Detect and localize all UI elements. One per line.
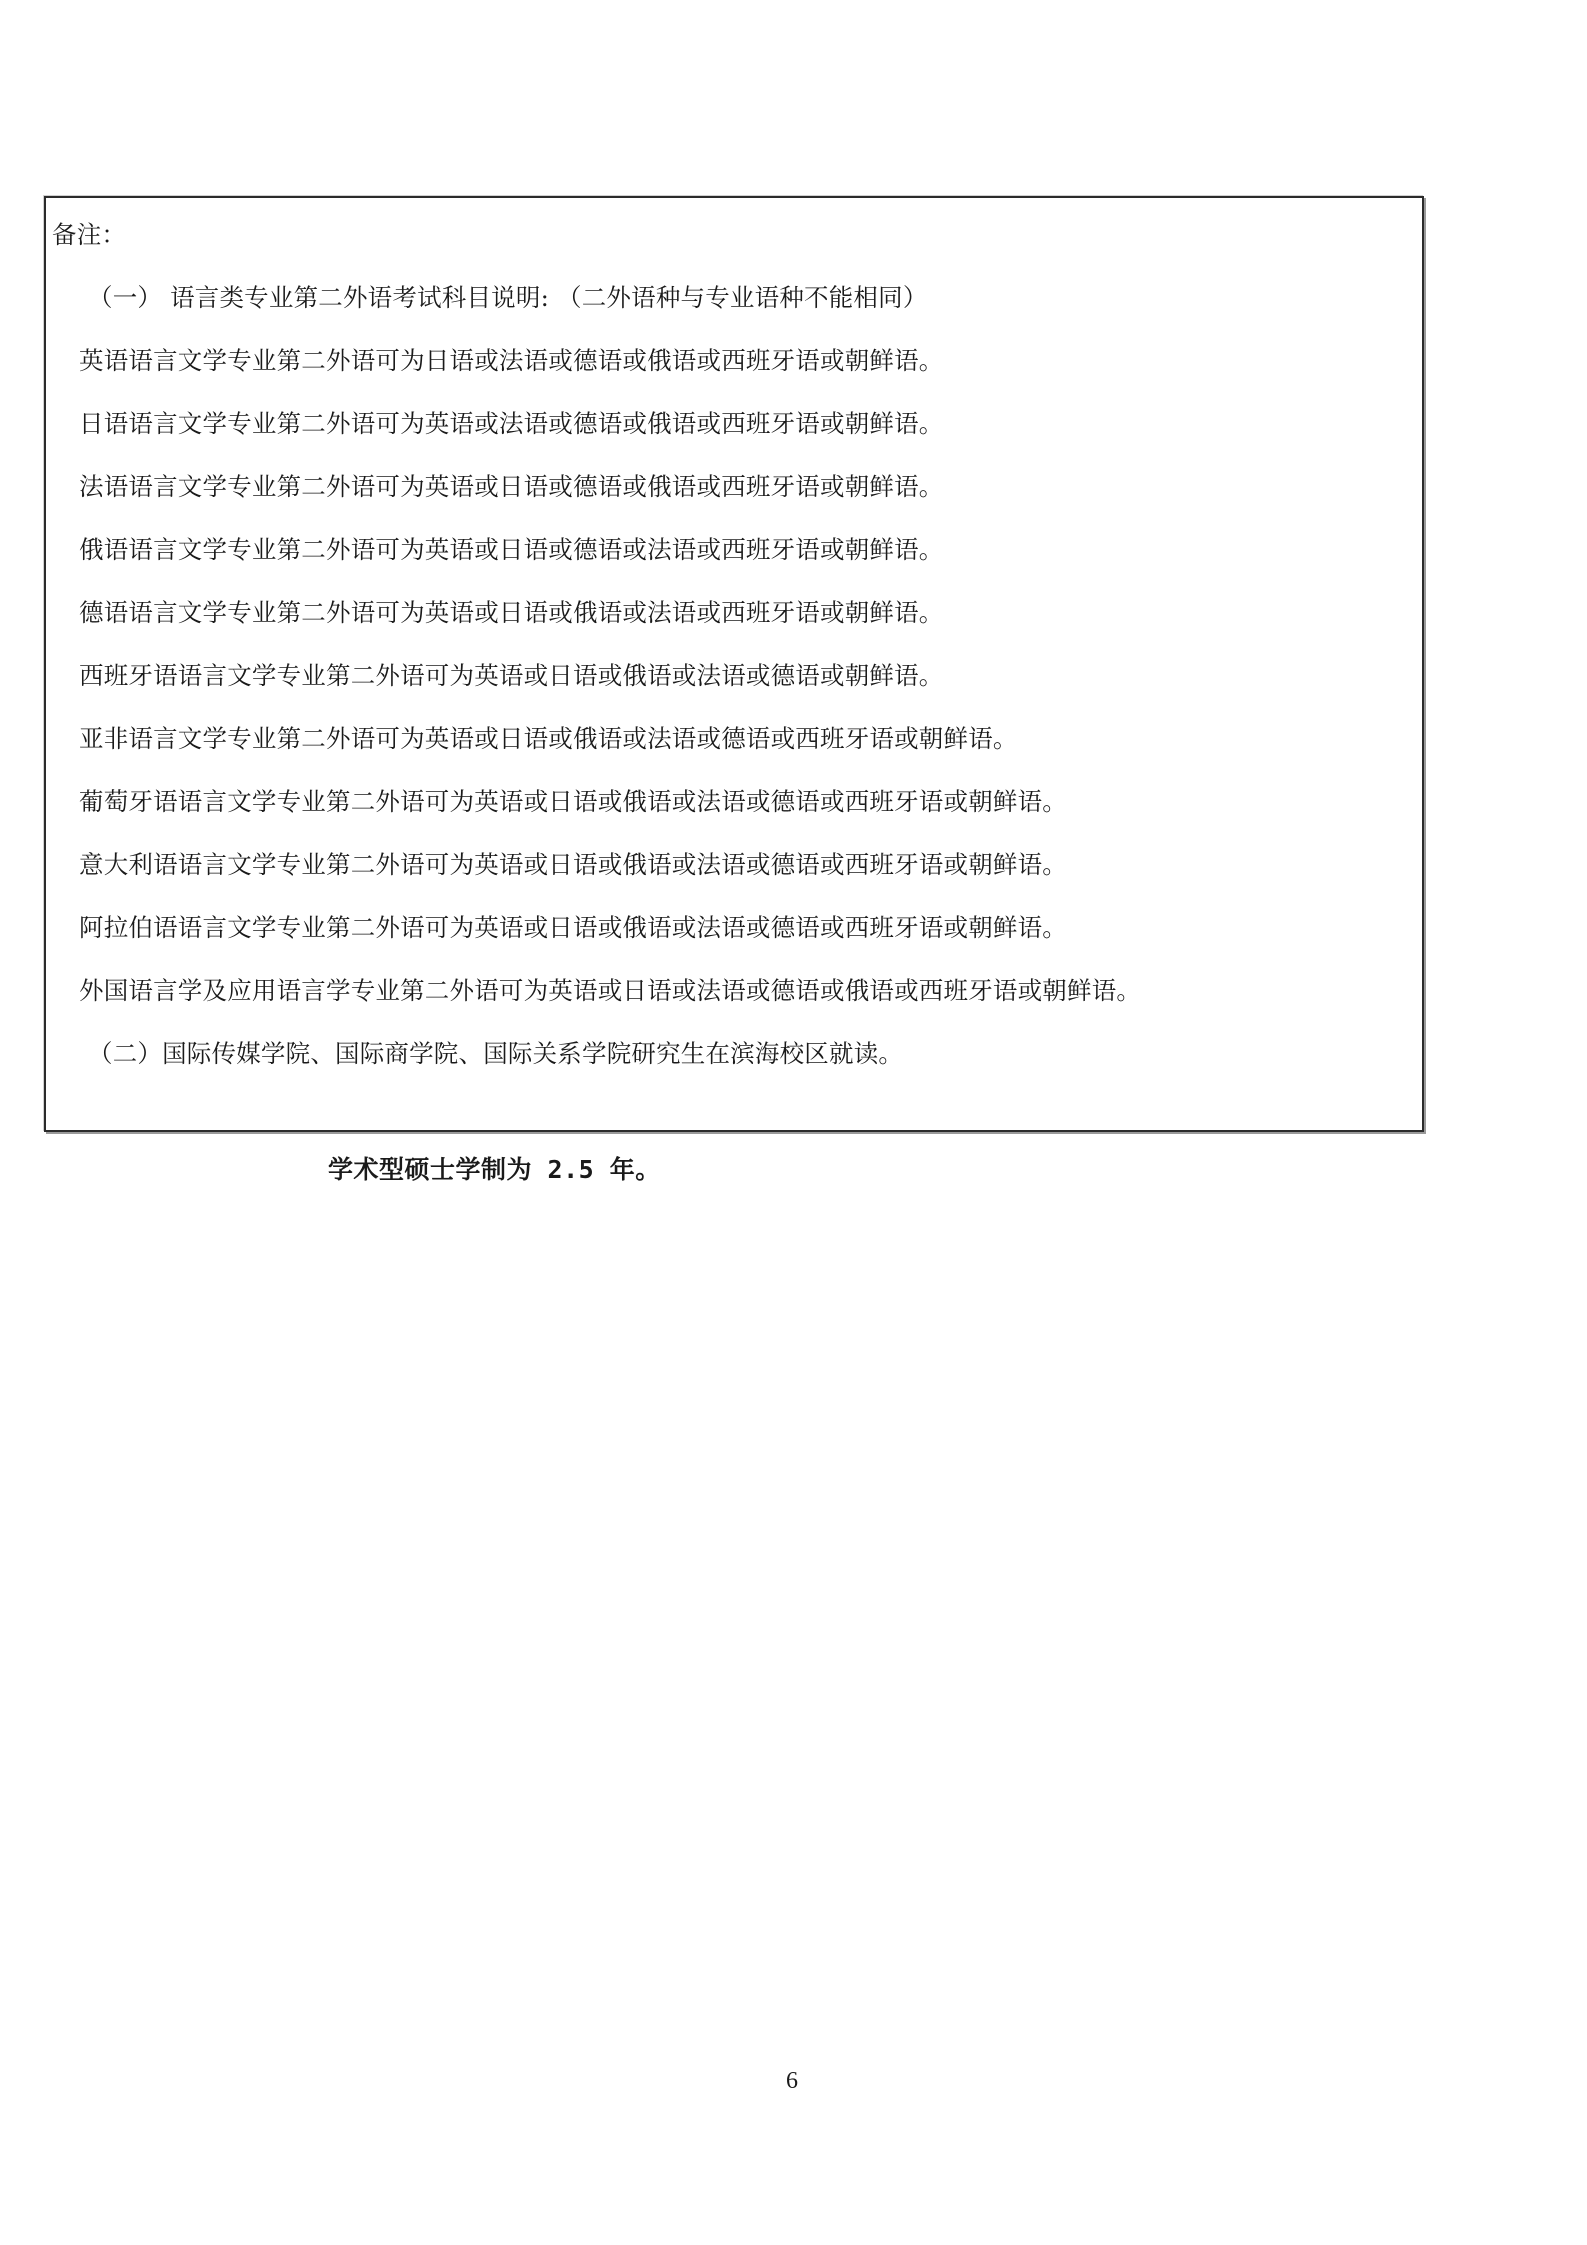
list-item: 俄语语言文学专业第二外语可为英语或日语或德语或法语或西班牙语或朝鲜语。 — [79, 535, 944, 564]
list-item: 德语语言文学专业第二外语可为英语或日语或俄语或法语或西班牙语或朝鲜语。 — [79, 598, 944, 627]
program-duration-note: 学术型硕士学制为 2.5 年。 — [328, 1155, 661, 1184]
list-item: 亚非语言文学专业第二外语可为英语或日语或俄语或法语或德语或西班牙语或朝鲜语。 — [79, 724, 1018, 753]
list-item: 葡萄牙语语言文学专业第二外语可为英语或日语或俄语或法语或德语或西班牙语或朝鲜语。 — [79, 787, 1067, 816]
list-item: 法语语言文学专业第二外语可为英语或日语或德语或俄语或西班牙语或朝鲜语。 — [79, 472, 944, 501]
notes-box — [44, 196, 1424, 1132]
notes-heading: 备注： — [52, 220, 127, 249]
section-one-title: （一） 语言类专业第二外语考试科目说明: （二外语种与专业语种不能相同） — [88, 283, 928, 312]
page-number: 6 — [786, 2068, 798, 2094]
list-item: 日语语言文学专业第二外语可为英语或法语或德语或俄语或西班牙语或朝鲜语。 — [79, 409, 944, 438]
list-item: 英语语言文学专业第二外语可为日语或法语或德语或俄语或西班牙语或朝鲜语。 — [79, 346, 944, 375]
list-item: 西班牙语语言文学专业第二外语可为英语或日语或俄语或法语或德语或朝鲜语。 — [79, 661, 944, 690]
list-item: 阿拉伯语语言文学专业第二外语可为英语或日语或俄语或法语或德语或西班牙语或朝鲜语。 — [79, 913, 1067, 942]
list-item: 外国语言学及应用语言学专业第二外语可为英语或日语或法语或德语或俄语或西班牙语或朝鲜语。 — [79, 976, 1142, 1005]
section-two-text: （二）国际传媒学院、国际商学院、国际关系学院研究生在滨海校区就读。 — [88, 1039, 904, 1068]
list-item: 意大利语语言文学专业第二外语可为英语或日语或俄语或法语或德语或西班牙语或朝鲜语。 — [79, 850, 1067, 879]
